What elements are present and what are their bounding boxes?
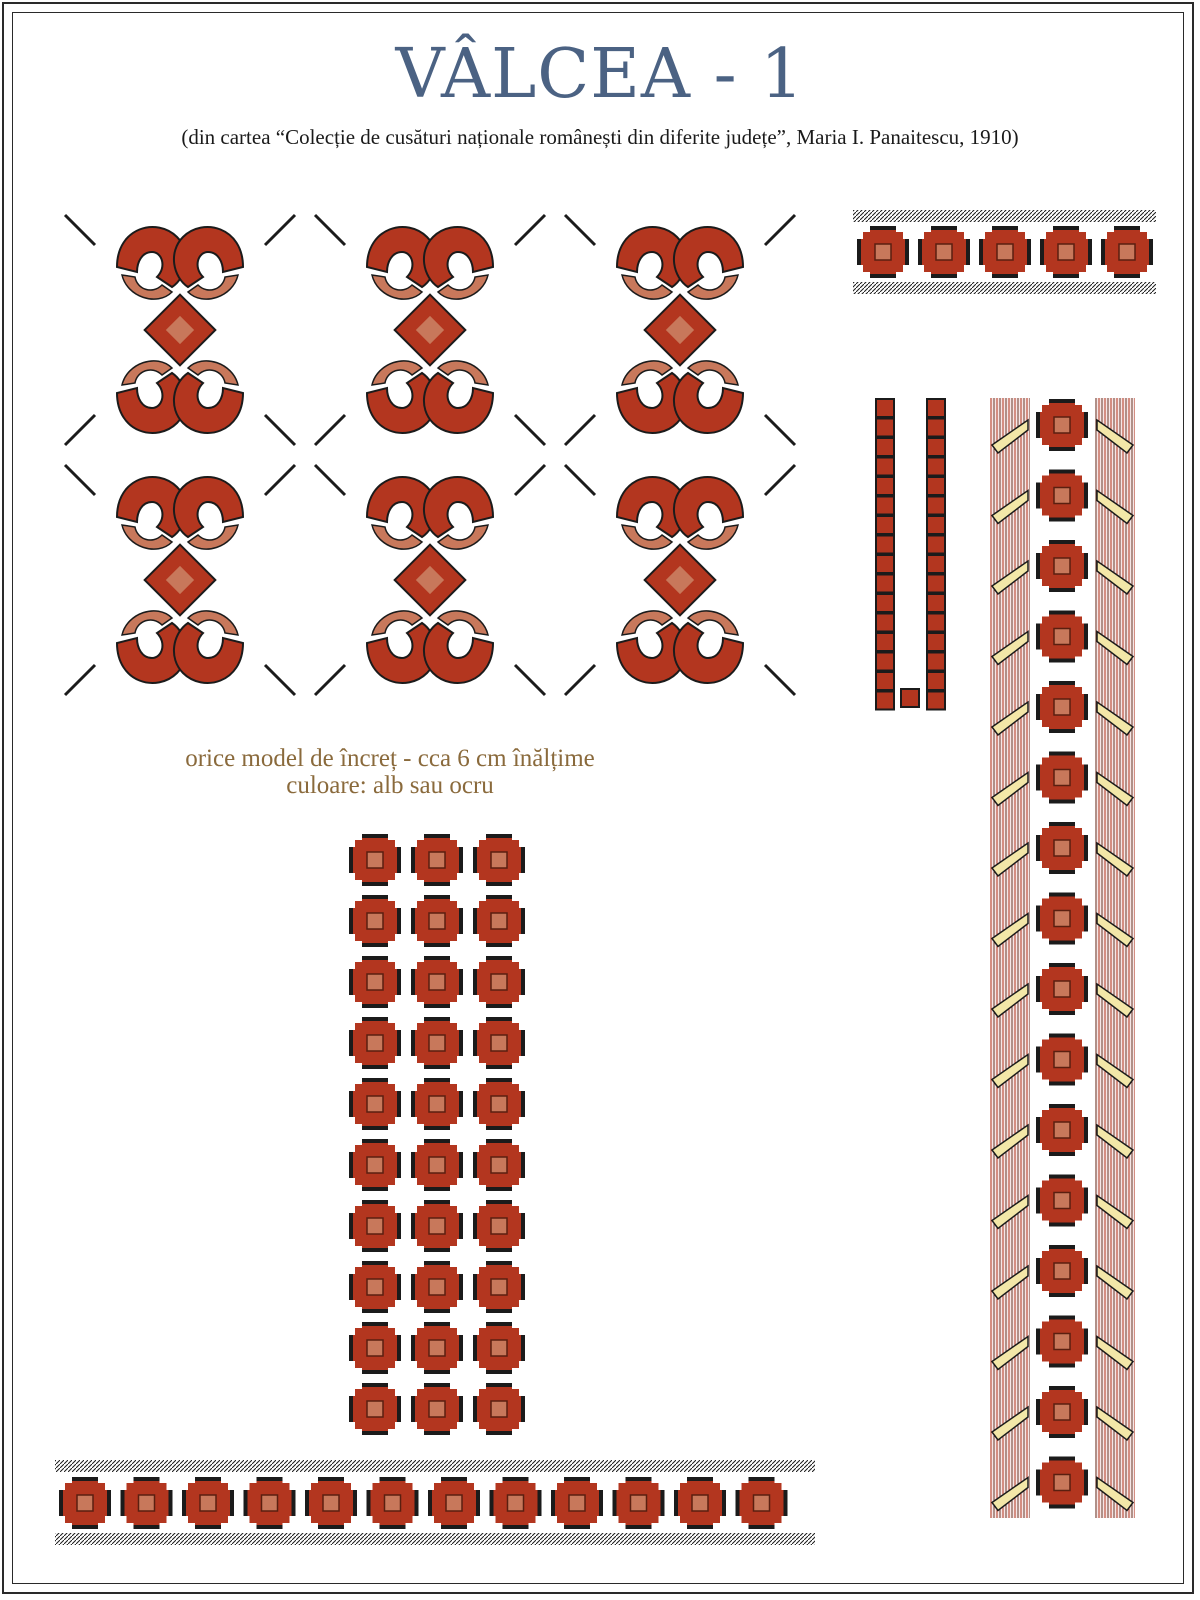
- grid-star: [411, 1261, 463, 1313]
- band-star: [1036, 1034, 1088, 1086]
- band-star: [1036, 1386, 1088, 1438]
- border-dot: [927, 536, 945, 554]
- border-dot: [927, 594, 945, 612]
- border-dot: [876, 594, 894, 612]
- border-dot: [876, 399, 894, 417]
- grid-star: [473, 956, 525, 1008]
- border-dot: [927, 555, 945, 573]
- vertical-chevron-band: [990, 398, 1135, 1518]
- u-shaped-dot-border: [876, 399, 945, 710]
- band-star: [1036, 822, 1088, 874]
- border-star: [121, 1477, 173, 1529]
- border-star: [613, 1477, 665, 1529]
- band-star: [1036, 540, 1088, 592]
- border-star: [490, 1477, 542, 1529]
- border-dot: [876, 419, 894, 437]
- grid-star: [411, 895, 463, 947]
- band-star: [1036, 893, 1088, 945]
- star-grid: [349, 834, 525, 1435]
- grid-star: [349, 834, 401, 886]
- band-star: [1036, 611, 1088, 663]
- page-subtitle: (din cartea “Colecție de cusături naționale românești din diferite județe”, Maria I. Panaitescu, 1910): [181, 125, 1019, 149]
- grid-star: [411, 1017, 463, 1069]
- border-dot: [876, 555, 894, 573]
- border-dot: [927, 575, 945, 593]
- band-star: [1036, 752, 1088, 804]
- top-right-border: [853, 210, 1156, 294]
- grid-star: [349, 1017, 401, 1069]
- border-dot: [927, 692, 945, 710]
- band-star: [1036, 1175, 1088, 1227]
- border-star: [305, 1477, 357, 1529]
- note-line-1: orice model de încreț - cca 6 cm înălțime: [185, 745, 595, 772]
- border-dot: [876, 633, 894, 651]
- border-dot: [927, 516, 945, 534]
- border-dot: [876, 497, 894, 515]
- band-star: [1036, 681, 1088, 733]
- border-dot: [927, 497, 945, 515]
- band-star: [1036, 470, 1088, 522]
- grid-star: [349, 1383, 401, 1435]
- grid-star: [473, 1322, 525, 1374]
- border-dot: [876, 477, 894, 495]
- main-motif-grid: [55, 205, 805, 705]
- grid-star: [473, 1139, 525, 1191]
- grid-star: [411, 956, 463, 1008]
- grid-star: [349, 895, 401, 947]
- border-dot: [927, 458, 945, 476]
- border-star: [182, 1477, 234, 1529]
- page-title: VÂLCEA - 1: [395, 35, 805, 114]
- band-star: [1036, 1104, 1088, 1156]
- border-dot: [876, 614, 894, 632]
- border-dot: [876, 458, 894, 476]
- grid-star: [411, 1200, 463, 1252]
- grid-star: [411, 1322, 463, 1374]
- grid-star: [473, 895, 525, 947]
- border-star: [59, 1477, 111, 1529]
- border-dot: [927, 653, 945, 671]
- border-dot: [927, 438, 945, 456]
- border-dot: [876, 692, 894, 710]
- border-star: [736, 1477, 788, 1529]
- border-dot: [876, 653, 894, 671]
- grid-star: [411, 1078, 463, 1130]
- grid-star: [349, 1200, 401, 1252]
- border-dot: [876, 536, 894, 554]
- border-dot: [927, 477, 945, 495]
- grid-star: [349, 1078, 401, 1130]
- border-star: [428, 1477, 480, 1529]
- border-star: [674, 1477, 726, 1529]
- border-star: [367, 1477, 419, 1529]
- border-dot: [927, 399, 945, 417]
- grid-star: [349, 1322, 401, 1374]
- band-star: [1036, 1457, 1088, 1509]
- border-dot: [927, 614, 945, 632]
- border-dot: [927, 633, 945, 651]
- grid-star: [411, 1383, 463, 1435]
- grid-star: [349, 1139, 401, 1191]
- border-star: [551, 1477, 603, 1529]
- grid-star: [349, 1261, 401, 1313]
- grid-star: [349, 956, 401, 1008]
- border-star: [244, 1477, 296, 1529]
- border-dot: [876, 672, 894, 690]
- band-star: [1036, 1316, 1088, 1368]
- grid-star: [411, 834, 463, 886]
- grid-star: [473, 1200, 525, 1252]
- border-dot: [876, 575, 894, 593]
- border-dot: [901, 689, 919, 707]
- grid-star: [473, 1017, 525, 1069]
- band-star: [1036, 1245, 1088, 1297]
- band-star: [1036, 963, 1088, 1015]
- grid-star: [473, 1383, 525, 1435]
- grid-star: [473, 1261, 525, 1313]
- border-dot: [927, 419, 945, 437]
- border-dot: [876, 516, 894, 534]
- grid-star: [411, 1139, 463, 1191]
- border-dot: [927, 672, 945, 690]
- border-dot: [876, 438, 894, 456]
- note-line-2: culoare: alb sau ocru: [286, 772, 494, 799]
- grid-star: [473, 834, 525, 886]
- grid-star: [473, 1078, 525, 1130]
- bottom-border: [55, 1460, 815, 1545]
- band-star: [1036, 399, 1088, 451]
